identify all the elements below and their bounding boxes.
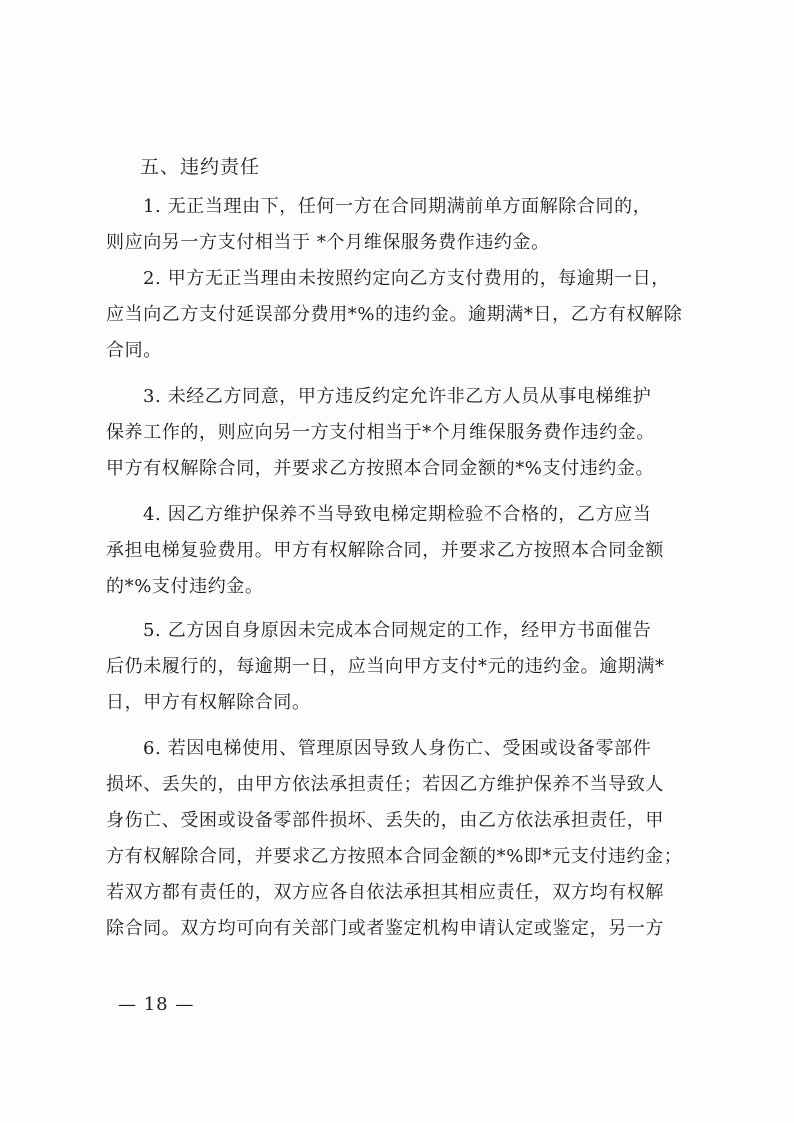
paragraph-line: 合同。 <box>106 340 162 361</box>
paragraph-line: 3. 未经乙方同意，甲方违反约定允许非乙方人员从事电梯维护 <box>143 386 652 407</box>
paragraph-line: 5. 乙方因自身原因未完成本合同规定的工作，经甲方书面催告 <box>143 620 652 641</box>
paragraph-line: 后仍未履行的，每逾期一日，应当向甲方支付*元的违约金。逾期满* <box>106 656 665 677</box>
paragraph-line: 甲方有权解除合同，并要求乙方按照本合同金额的*%支付违约金。 <box>106 458 655 479</box>
paragraph-line: 1. 无正当理由下，任何一方在合同期满前单方面解除合同的， <box>143 196 652 217</box>
paragraph-line: 保养工作的，则应向另一方支付相当于*个月维保服务费作违约金。 <box>106 422 655 443</box>
paragraph-line: 承担电梯复验费用。甲方有权解除合同，并要求乙方按照本合同金额 <box>106 540 664 561</box>
paragraph-line: 方有权解除合同，并要求乙方按照本合同金额的*%即*元支付违约金； <box>106 846 683 867</box>
paragraph-line: 则应向另一方支付相当于 *个月维保服务费作违约金。 <box>106 232 550 253</box>
paragraph-line: 6. 若因电梯使用、管理原因导致人身伤亡、受困或设备零部件 <box>143 738 652 759</box>
paragraph-line: 除合同。双方均可向有关部门或者鉴定机构申请认定或鉴定，另一方 <box>106 918 664 939</box>
paragraph-line: 身伤亡、受困或设备零部件损坏、丢失的，由乙方依法承担责任，甲 <box>106 810 664 831</box>
paragraph-line: 应当向乙方支付延误部分费用*%的违约金。逾期满*日，乙方有权解除 <box>106 304 683 325</box>
paragraph-line: 损坏、丢失的，由甲方依法承担责任；若因乙方维护保养不当导致人 <box>106 774 664 795</box>
section-heading: 五、违约责任 <box>140 156 261 178</box>
paragraph-line: 日，甲方有权解除合同。 <box>106 692 311 713</box>
paragraph-line: 若双方都有责任的，双方应各自依法承担其相应责任，双方均有权解 <box>106 882 664 903</box>
page-number: — 18 — <box>118 994 195 1015</box>
paragraph-line: 2. 甲方无正当理由未按照约定向乙方支付费用的，每逾期一日， <box>143 268 670 289</box>
paragraph-line: 4. 因乙方维护保养不当导致电梯定期检验不合格的，乙方应当 <box>143 504 652 525</box>
paragraph-line: 的*%支付违约金。 <box>106 576 264 597</box>
